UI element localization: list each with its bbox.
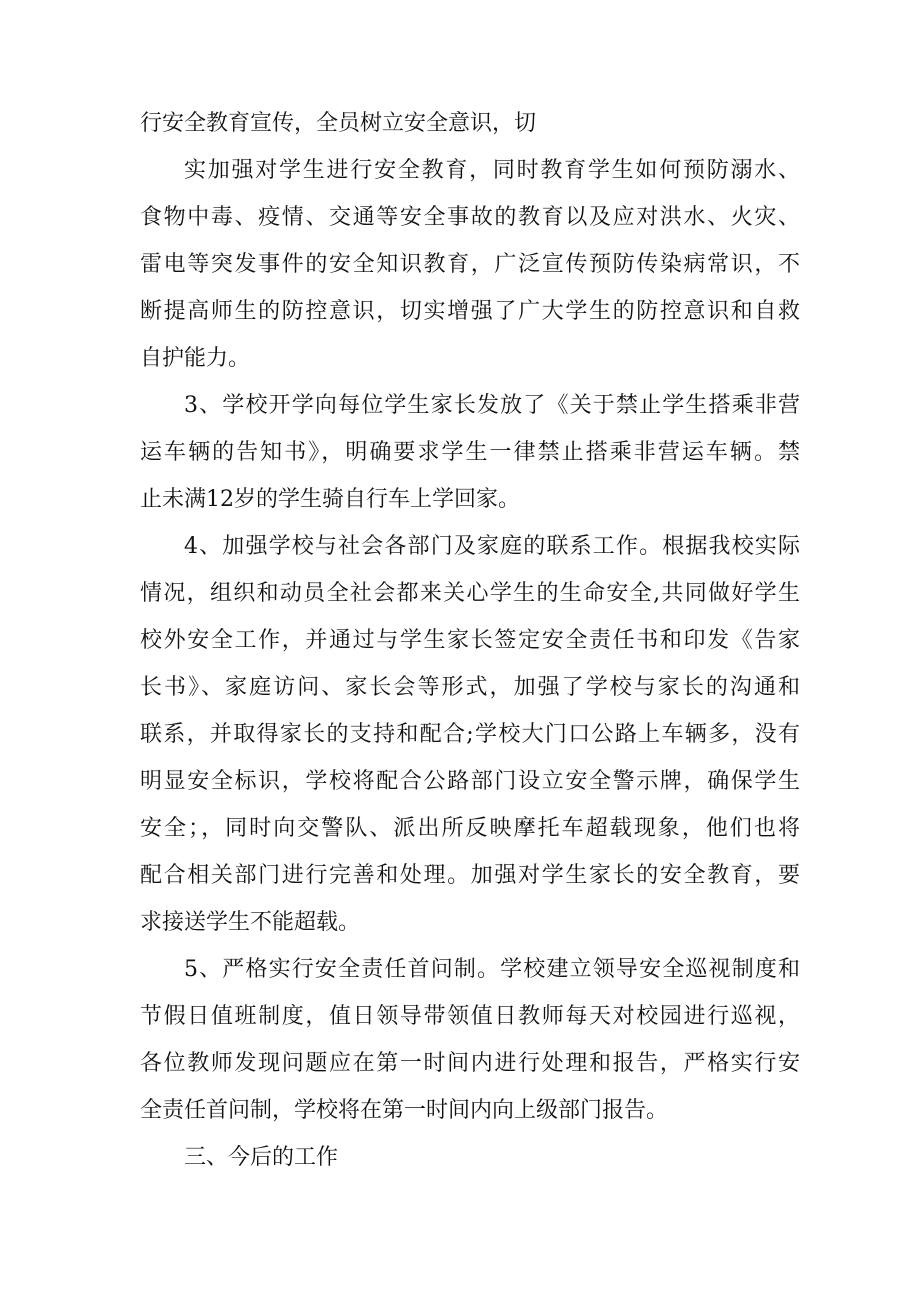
text-line: 校外安全工作，并通过与学生家长签定安全责任书和印发《告家 xyxy=(140,628,800,653)
paragraph-first-line: 3、学校开学向每位学生家长发放了《关于禁止学生搭乘非营 xyxy=(184,393,800,418)
text-line: 全责任首问制，学校将在第一时间内向上级部门报告。 xyxy=(140,1098,669,1123)
text-line: 行安全教育宣传，全员树立安全意识，切 xyxy=(140,111,537,136)
text-line: 止未满12岁的学生骑自行车上学回家。 xyxy=(140,487,520,512)
paragraph-first-line: 5、严格实行安全责任首问制。学校建立领导安全巡视制度和 xyxy=(184,957,800,982)
text-line: 配合相关部门进行完善和处理。加强对学生家长的安全教育，要 xyxy=(140,863,800,888)
text-line: 自护能力。 xyxy=(140,346,251,371)
paragraph-first-line: 4、加强学校与社会各部门及家庭的联系工作。根据我校实际 xyxy=(184,534,800,559)
section-heading: 三、今后的工作 xyxy=(184,1145,339,1170)
text-line: 各位教师发现问题应在第一时间内进行处理和报告，严格实行安 xyxy=(140,1051,800,1076)
text-line: 安全；，同时向交警队、派出所反映摩托车超载现象，他们也将 xyxy=(140,816,800,841)
text-line: 联系，并取得家长的支持和配合;学校大门口公路上车辆多，没有 xyxy=(140,722,800,747)
document-body xyxy=(140,100,800,1181)
text-line: 节假日值班制度，值日领导带领值日教师每天对校园进行巡视， xyxy=(140,1004,800,1029)
text-line: 长书》、家庭访问、家长会等形式，加强了学校与家长的沟通和 xyxy=(140,675,800,700)
text-line: 情况，组织和动员全社会都来关心学生的生命安全,共同做好学生 xyxy=(140,581,800,606)
text-line: 明显安全标识，学校将配合公路部门设立安全警示牌，确保学生 xyxy=(140,769,800,794)
text-line: 食物中毒、疫情、交通等安全事故的教育以及应对洪水、火灾、 xyxy=(140,205,800,230)
text-line: 雷电等突发事件的安全知识教育，广泛宣传预防传染病常识，不 xyxy=(140,252,800,277)
text-line: 运车辆的告知书》，明确要求学生一律禁止搭乘非营运车辆。禁 xyxy=(140,440,800,465)
text-line: 求接送学生不能超载。 xyxy=(140,910,361,935)
text-line: 断提高师生的防控意识，切实增强了广大学生的防控意识和自救 xyxy=(140,299,800,324)
paragraph-first-line: 实加强对学生进行安全教育，同时教育学生如何预防溺水、 xyxy=(184,158,800,183)
